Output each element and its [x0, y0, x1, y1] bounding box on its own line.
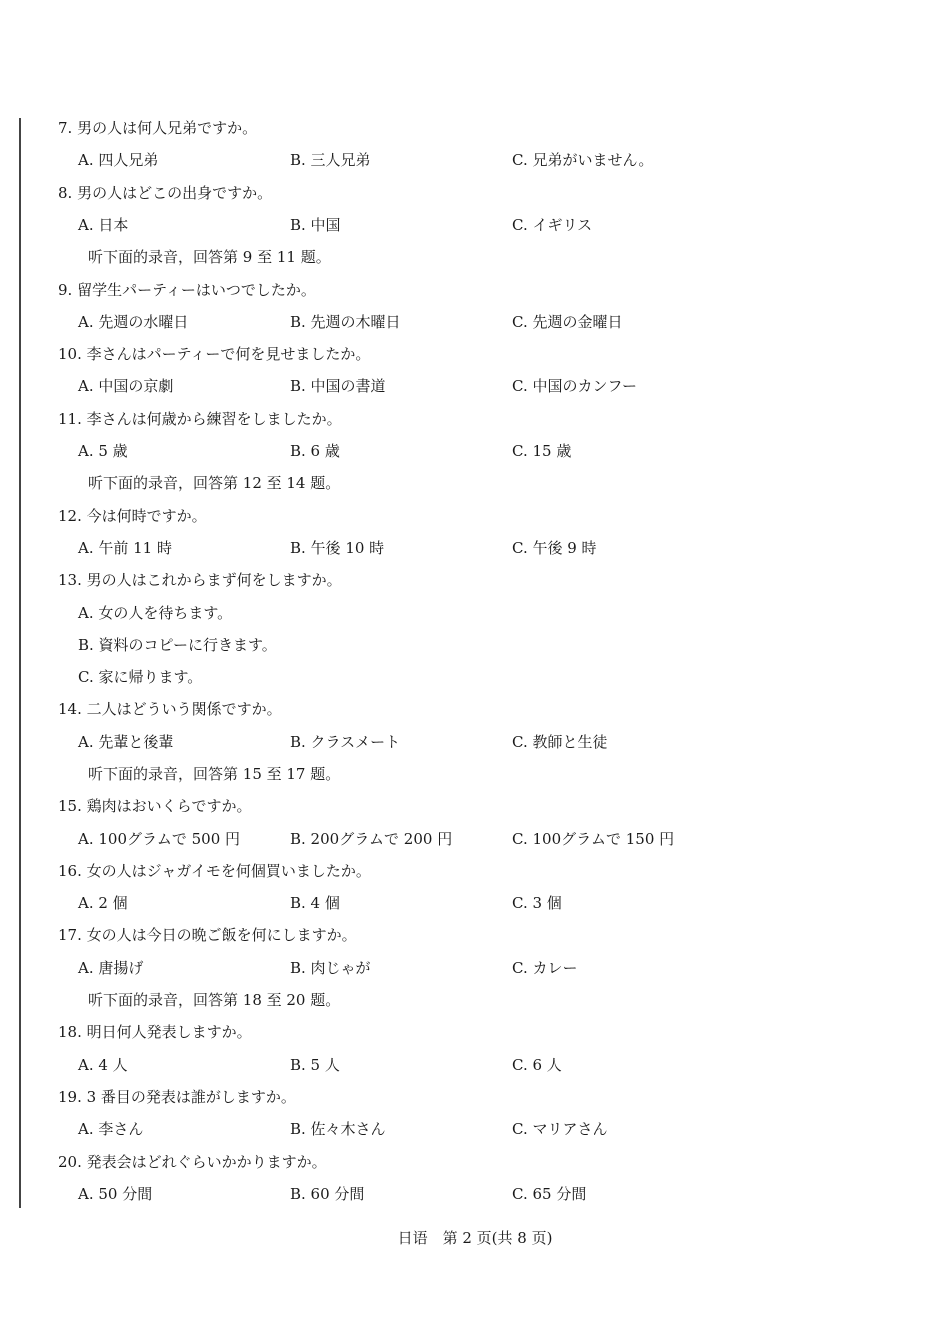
question-text: 7. 男の人は何人兄弟ですか。 — [58, 119, 258, 137]
options-row — [0, 538, 950, 560]
option-a: A. 2 個 — [78, 894, 128, 912]
options-row — [0, 958, 950, 980]
option-c: C. 15 歳 — [512, 442, 572, 460]
options-row — [0, 1119, 950, 1141]
listening-instruction: 听下面的录音，回答第 15 至 17 题。 — [88, 765, 341, 783]
question-text: 20. 発表会はどれぐらいかかりますか。 — [58, 1153, 327, 1171]
page-footer: 日语 第 2 页(共 8 页) — [397, 1229, 553, 1247]
options-row — [0, 829, 950, 851]
option-b: B. 4 個 — [290, 894, 340, 912]
option-single: B. 資料のコピーに行きます。 — [78, 636, 277, 654]
option-a: A. 50 分間 — [78, 1185, 153, 1203]
question-text: 10. 李さんはパーティーで何を見せましたか。 — [58, 345, 371, 363]
option-b: B. 先週の木曜日 — [290, 313, 401, 331]
option-b: B. 佐々木さん — [290, 1120, 386, 1138]
options-row — [0, 732, 950, 754]
listening-instruction: 听下面的录音，回答第 9 至 11 题。 — [88, 248, 331, 266]
listening-instruction: 听下面的录音，回答第 12 至 14 题。 — [88, 474, 341, 492]
option-c: C. 午後 9 時 — [512, 539, 597, 557]
question-text: 18. 明日何人発表しますか。 — [58, 1023, 252, 1041]
options-row — [0, 1184, 950, 1206]
option-a: A. 先週の水曜日 — [78, 313, 189, 331]
option-single: C. 家に帰ります。 — [78, 668, 203, 686]
options-row — [0, 312, 950, 334]
option-a: A. 100グラムで 500 円 — [78, 830, 241, 848]
option-a: A. 5 歳 — [78, 442, 128, 460]
option-b: B. クラスメート — [290, 733, 401, 751]
options-row — [0, 893, 950, 915]
question-text: 17. 女の人は今日の晩ご飯を何にしますか。 — [58, 926, 357, 944]
option-b: B. 200グラムで 200 円 — [290, 830, 453, 848]
option-c: C. 教師と生徒 — [512, 733, 608, 751]
option-a: A. 4 人 — [78, 1056, 128, 1074]
option-a: A. 日本 — [78, 216, 129, 234]
option-a: A. 中国の京劇 — [78, 377, 174, 395]
question-text: 15. 鶏肉はおいくらですか。 — [58, 797, 252, 815]
question-text: 11. 李さんは何歳から練習をしましたか。 — [58, 410, 342, 428]
option-b: B. 三人兄弟 — [290, 151, 371, 169]
option-a: A. 午前 11 時 — [78, 539, 172, 557]
option-a: A. 四人兄弟 — [78, 151, 159, 169]
option-a: A. 唐揚げ — [78, 959, 144, 977]
option-c: C. 中国のカンフー — [512, 377, 638, 395]
option-c: C. 65 分間 — [512, 1185, 587, 1203]
options-row — [0, 376, 950, 398]
question-text: 14. 二人はどういう関係ですか。 — [58, 700, 282, 718]
options-row — [0, 1055, 950, 1077]
option-c: C. マリアさん — [512, 1120, 608, 1138]
option-c: C. 6 人 — [512, 1056, 562, 1074]
option-c: C. カレー — [512, 959, 578, 977]
question-text: 19. 3 番目の発表は誰がしますか。 — [58, 1088, 296, 1106]
option-b: B. 肉じゃが — [290, 959, 371, 977]
option-b: B. 午後 10 時 — [290, 539, 385, 557]
option-c: C. 3 個 — [512, 894, 562, 912]
option-b: B. 60 分間 — [290, 1185, 365, 1203]
option-b: B. 中国の書道 — [290, 377, 386, 395]
question-text: 12. 今は何時ですか。 — [58, 507, 207, 525]
question-text: 9. 留学生パーティーはいつでしたか。 — [58, 281, 316, 299]
option-single: A. 女の人を待ちます。 — [78, 604, 233, 622]
option-a: A. 先輩と後輩 — [78, 733, 174, 751]
option-c: C. イギリス — [512, 216, 593, 234]
option-b: B. 5 人 — [290, 1056, 340, 1074]
options-row — [0, 150, 950, 172]
options-row — [0, 441, 950, 463]
listening-instruction: 听下面的录音，回答第 18 至 20 题。 — [88, 991, 341, 1009]
options-row — [0, 215, 950, 237]
question-text: 16. 女の人はジャガイモを何個買いましたか。 — [58, 862, 371, 880]
option-c: C. 先週の金曜日 — [512, 313, 623, 331]
option-b: B. 6 歳 — [290, 442, 340, 460]
question-text: 13. 男の人はこれからまず何をしますか。 — [58, 571, 342, 589]
option-a: A. 李さん — [78, 1120, 144, 1138]
option-c: C. 兄弟がいません。 — [512, 151, 654, 169]
option-b: B. 中国 — [290, 216, 341, 234]
question-text: 8. 男の人はどこの出身ですか。 — [58, 184, 273, 202]
option-c: C. 100グラムで 150 円 — [512, 830, 675, 848]
